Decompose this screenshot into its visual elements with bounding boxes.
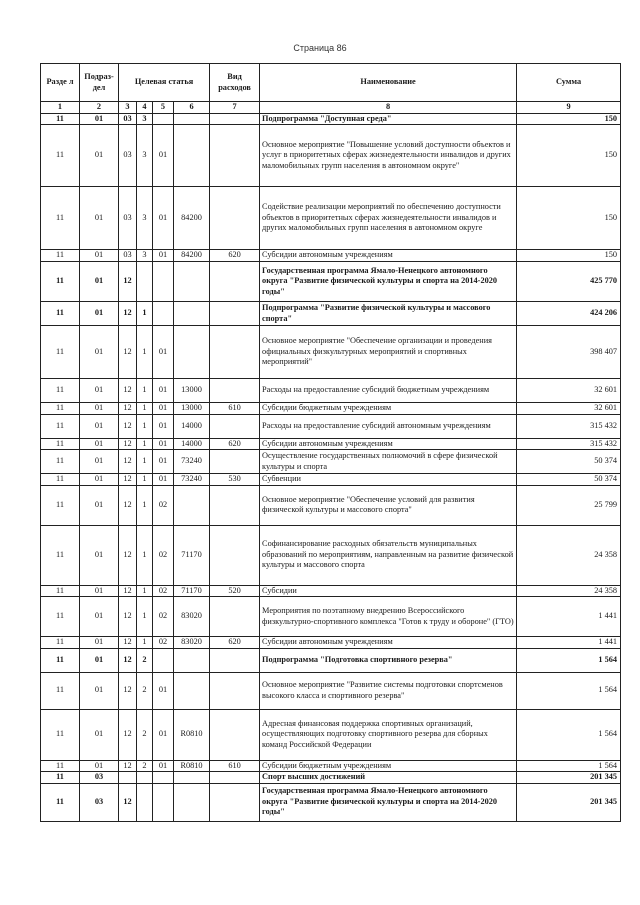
razdel-cell: 11 <box>41 637 80 649</box>
target-part1-cell: 12 <box>119 648 137 672</box>
podrazdel-cell: 01 <box>80 597 119 637</box>
summa-cell: 1 564 <box>517 648 621 672</box>
vid-rashodov-cell <box>210 597 260 637</box>
summa-cell: 50 374 <box>517 450 621 474</box>
razdel-cell: 11 <box>41 450 80 474</box>
col-number: 8 <box>260 102 517 114</box>
summa-cell: 1 564 <box>517 672 621 709</box>
target-part4-cell: 83020 <box>174 637 210 649</box>
vid-rashodov-cell <box>210 648 260 672</box>
target-part4-cell: 14000 <box>174 438 210 450</box>
table-row <box>41 414 621 438</box>
target-part2-cell: 1 <box>137 450 153 474</box>
razdel-cell: 11 <box>41 525 80 585</box>
naimenovanie-cell: Субсидии бюджетным учреждениям <box>260 760 517 772</box>
target-part1-cell: 12 <box>119 474 137 486</box>
table-row <box>41 772 621 784</box>
podrazdel-cell: 01 <box>80 709 119 760</box>
target-part3-cell: 01 <box>153 326 174 379</box>
summa-cell: 32 601 <box>517 379 621 403</box>
target-part3-cell: 01 <box>153 125 174 187</box>
vid-rashodov-cell <box>210 187 260 250</box>
naimenovanie-cell: Адресная финансовая поддержка спортивных организаций, осуществляющих подготовку спортивного резерва для сборных команд Российской Федерации <box>260 709 517 760</box>
table-row <box>41 403 621 415</box>
budget-table <box>40 63 621 822</box>
table-row <box>41 585 621 597</box>
summa-cell: 1 564 <box>517 760 621 772</box>
razdel-cell: 11 <box>41 187 80 250</box>
podrazdel-cell: 01 <box>80 414 119 438</box>
header-podrazdel: Подраз- дел <box>80 64 119 102</box>
table-row <box>41 648 621 672</box>
target-part4-cell: 71170 <box>174 585 210 597</box>
target-part4-cell <box>174 772 210 784</box>
podrazdel-cell: 01 <box>80 648 119 672</box>
vid-rashodov-cell: 620 <box>210 438 260 450</box>
target-part1-cell: 12 <box>119 485 137 525</box>
podrazdel-cell: 01 <box>80 525 119 585</box>
podrazdel-cell: 01 <box>80 187 119 250</box>
table-row <box>41 485 621 525</box>
summa-cell: 1 441 <box>517 597 621 637</box>
podrazdel-cell: 01 <box>80 302 119 326</box>
podrazdel-cell: 03 <box>80 772 119 784</box>
table-row <box>41 326 621 379</box>
summa-cell: 398 407 <box>517 326 621 379</box>
razdel-cell: 11 <box>41 709 80 760</box>
podrazdel-cell: 01 <box>80 585 119 597</box>
naimenovanie-cell: Субсидии автономным учреждениям <box>260 250 517 262</box>
col-number: 7 <box>210 102 260 114</box>
vid-rashodov-cell <box>210 379 260 403</box>
summa-cell: 150 <box>517 250 621 262</box>
target-part2-cell: 3 <box>137 187 153 250</box>
vid-rashodov-cell: 620 <box>210 637 260 649</box>
razdel-cell: 11 <box>41 262 80 302</box>
target-part2-cell: 1 <box>137 525 153 585</box>
target-part3-cell: 01 <box>153 414 174 438</box>
target-part4-cell <box>174 648 210 672</box>
naimenovanie-cell: Субсидии <box>260 585 517 597</box>
target-part1-cell: 03 <box>119 187 137 250</box>
target-part2-cell: 2 <box>137 760 153 772</box>
razdel-cell: 11 <box>41 379 80 403</box>
target-part3-cell: 01 <box>153 760 174 772</box>
summa-cell: 424 206 <box>517 302 621 326</box>
summa-cell: 1 441 <box>517 637 621 649</box>
target-part4-cell <box>174 326 210 379</box>
summa-cell: 150 <box>517 113 621 125</box>
table-row <box>41 125 621 187</box>
target-part4-cell: 83020 <box>174 597 210 637</box>
target-part1-cell: 12 <box>119 597 137 637</box>
naimenovanie-cell: Подпрограмма "Доступная среда" <box>260 113 517 125</box>
table-row <box>41 760 621 772</box>
razdel-cell: 11 <box>41 125 80 187</box>
target-part2-cell: 2 <box>137 672 153 709</box>
table-row <box>41 450 621 474</box>
table-row <box>41 250 621 262</box>
table-row <box>41 672 621 709</box>
target-part3-cell: 02 <box>153 597 174 637</box>
target-part3-cell <box>153 262 174 302</box>
target-part2-cell: 1 <box>137 585 153 597</box>
naimenovanie-cell: Осуществление государственных полномочий в сфере физической культуры и спорта <box>260 450 517 474</box>
naimenovanie-cell: Субсидии бюджетным учреждениям <box>260 403 517 415</box>
page-number-label: Страница 86 <box>293 43 347 53</box>
target-part4-cell <box>174 302 210 326</box>
razdel-cell: 11 <box>41 302 80 326</box>
razdel-cell: 11 <box>41 113 80 125</box>
razdel-cell: 11 <box>41 760 80 772</box>
target-part2-cell: 1 <box>137 403 153 415</box>
target-part3-cell: 01 <box>153 187 174 250</box>
vid-rashodov-cell: 520 <box>210 585 260 597</box>
naimenovanie-cell: Государственная программа Ямало-Ненецкого автономного округа "Развитие физической культуры и спорта на 2014-2020 годы" <box>260 783 517 821</box>
target-part4-cell: R0810 <box>174 709 210 760</box>
target-part4-cell <box>174 125 210 187</box>
summa-cell: 201 345 <box>517 783 621 821</box>
header-target-article: Целевая статья <box>119 64 210 102</box>
summa-cell: 24 358 <box>517 585 621 597</box>
naimenovanie-cell: Спорт высших достижений <box>260 772 517 784</box>
target-part4-cell <box>174 113 210 125</box>
podrazdel-cell: 01 <box>80 474 119 486</box>
target-part1-cell: 03 <box>119 113 137 125</box>
vid-rashodov-cell: 610 <box>210 403 260 415</box>
target-part3-cell: 01 <box>153 438 174 450</box>
summa-cell: 150 <box>517 187 621 250</box>
target-part4-cell: 73240 <box>174 474 210 486</box>
vid-rashodov-cell <box>210 772 260 784</box>
target-part1-cell: 12 <box>119 326 137 379</box>
vid-rashodov-cell <box>210 326 260 379</box>
target-part1-cell: 12 <box>119 709 137 760</box>
summa-cell: 32 601 <box>517 403 621 415</box>
naimenovanie-cell: Субвенции <box>260 474 517 486</box>
razdel-cell: 11 <box>41 585 80 597</box>
naimenovanie-cell: Подпрограмма "Подготовка спортивного резерва" <box>260 648 517 672</box>
target-part4-cell <box>174 485 210 525</box>
vid-rashodov-cell <box>210 414 260 438</box>
summa-cell: 25 799 <box>517 485 621 525</box>
target-part4-cell: R0810 <box>174 760 210 772</box>
summa-cell: 24 358 <box>517 525 621 585</box>
target-part2-cell <box>137 262 153 302</box>
summa-cell: 315 432 <box>517 438 621 450</box>
col-number: 4 <box>137 102 153 114</box>
vid-rashodov-cell <box>210 485 260 525</box>
target-part1-cell: 12 <box>119 672 137 709</box>
target-part3-cell: 02 <box>153 585 174 597</box>
naimenovanie-cell: Основное мероприятие "Повышение условий доступности объектов и услуг в приоритетных сферах жизнедеятельности инвалидов и других маломобильных групп населения в автономном округе" <box>260 125 517 187</box>
target-part1-cell: 12 <box>119 637 137 649</box>
target-part3-cell: 02 <box>153 525 174 585</box>
naimenovanie-cell: Основное мероприятие "Обеспечение условий для развития физической культуры и массового спорта" <box>260 485 517 525</box>
target-part2-cell: 1 <box>137 326 153 379</box>
vid-rashodov-cell <box>210 450 260 474</box>
podrazdel-cell: 01 <box>80 438 119 450</box>
naimenovanie-cell: Софинансирование расходных обязательств муниципальных образований по мероприятиям, направленным на развитие физической культуры и массового спорта <box>260 525 517 585</box>
vid-rashodov-cell: 610 <box>210 760 260 772</box>
target-part3-cell <box>153 772 174 784</box>
podrazdel-cell: 01 <box>80 450 119 474</box>
target-part1-cell: 03 <box>119 125 137 187</box>
vid-rashodov-cell <box>210 525 260 585</box>
table-row <box>41 525 621 585</box>
podrazdel-cell: 01 <box>80 113 119 125</box>
podrazdel-cell: 01 <box>80 403 119 415</box>
target-part2-cell: 1 <box>137 474 153 486</box>
naimenovanie-cell: Подпрограмма "Развитие физической культуры и массового спорта" <box>260 302 517 326</box>
target-part4-cell <box>174 262 210 302</box>
target-part1-cell: 12 <box>119 783 137 821</box>
vid-rashodov-cell <box>210 672 260 709</box>
target-part2-cell: 1 <box>137 438 153 450</box>
target-part3-cell <box>153 648 174 672</box>
header-row <box>41 64 621 102</box>
naimenovanie-cell: Содействие реализации мероприятий по обеспечению доступности объектов в приоритетных сферах жизнедеятельности инвалидов и других маломобильных групп населения в автономном округе <box>260 187 517 250</box>
target-part3-cell: 01 <box>153 379 174 403</box>
table-row <box>41 709 621 760</box>
razdel-cell: 11 <box>41 474 80 486</box>
column-number-row <box>41 102 621 114</box>
vid-rashodov-cell <box>210 783 260 821</box>
target-part2-cell: 1 <box>137 379 153 403</box>
target-part3-cell <box>153 113 174 125</box>
target-part4-cell: 14000 <box>174 414 210 438</box>
target-part1-cell: 12 <box>119 379 137 403</box>
target-part1-cell: 12 <box>119 585 137 597</box>
target-part3-cell: 01 <box>153 709 174 760</box>
podrazdel-cell: 01 <box>80 672 119 709</box>
target-part1-cell: 12 <box>119 302 137 326</box>
col-number: 2 <box>80 102 119 114</box>
table-row <box>41 783 621 821</box>
summa-cell: 50 374 <box>517 474 621 486</box>
razdel-cell: 11 <box>41 597 80 637</box>
target-part2-cell: 1 <box>137 302 153 326</box>
target-part2-cell: 1 <box>137 637 153 649</box>
razdel-cell: 11 <box>41 648 80 672</box>
vid-rashodov-cell: 530 <box>210 474 260 486</box>
naimenovanie-cell: Субсидии автономным учреждениям <box>260 637 517 649</box>
target-part2-cell: 3 <box>137 250 153 262</box>
target-part1-cell: 12 <box>119 403 137 415</box>
naimenovanie-cell: Расходы на предоставление субсидий бюджетным учреждениям <box>260 379 517 403</box>
header-vid-rashodov: Вид расходов <box>210 64 260 102</box>
target-part4-cell: 13000 <box>174 379 210 403</box>
razdel-cell: 11 <box>41 783 80 821</box>
target-part1-cell: 12 <box>119 262 137 302</box>
vid-rashodov-cell <box>210 302 260 326</box>
target-part3-cell <box>153 302 174 326</box>
podrazdel-cell: 01 <box>80 485 119 525</box>
col-number: 9 <box>517 102 621 114</box>
target-part2-cell: 2 <box>137 648 153 672</box>
razdel-cell: 11 <box>41 672 80 709</box>
target-part3-cell: 02 <box>153 485 174 525</box>
target-part2-cell <box>137 783 153 821</box>
col-number: 3 <box>119 102 137 114</box>
target-part1-cell: 12 <box>119 438 137 450</box>
podrazdel-cell: 01 <box>80 379 119 403</box>
vid-rashodov-cell <box>210 709 260 760</box>
razdel-cell: 11 <box>41 414 80 438</box>
table-row <box>41 262 621 302</box>
target-part3-cell: 01 <box>153 403 174 415</box>
target-part2-cell: 3 <box>137 125 153 187</box>
razdel-cell: 11 <box>41 403 80 415</box>
target-part1-cell: 12 <box>119 760 137 772</box>
col-number: 5 <box>153 102 174 114</box>
podrazdel-cell: 01 <box>80 760 119 772</box>
summa-cell: 201 345 <box>517 772 621 784</box>
table-row <box>41 113 621 125</box>
naimenovanie-cell: Государственная программа Ямало-Ненецкого автономного округа "Развитие физической культуры и спорта на 2014-2020 годы" <box>260 262 517 302</box>
razdel-cell: 11 <box>41 772 80 784</box>
podrazdel-cell: 01 <box>80 262 119 302</box>
podrazdel-cell: 01 <box>80 326 119 379</box>
podrazdel-cell: 01 <box>80 637 119 649</box>
naimenovanie-cell: Основное мероприятие "Развитие системы подготовки спортсменов высокого класса и спортивного резерва" <box>260 672 517 709</box>
target-part3-cell: 01 <box>153 250 174 262</box>
target-part4-cell <box>174 783 210 821</box>
target-part3-cell: 01 <box>153 672 174 709</box>
target-part2-cell: 2 <box>137 709 153 760</box>
target-part2-cell: 3 <box>137 113 153 125</box>
table-row <box>41 597 621 637</box>
target-part2-cell: 1 <box>137 597 153 637</box>
table-row <box>41 302 621 326</box>
col-number: 6 <box>174 102 210 114</box>
podrazdel-cell: 01 <box>80 250 119 262</box>
target-part3-cell: 02 <box>153 637 174 649</box>
vid-rashodov-cell <box>210 262 260 302</box>
target-part1-cell: 12 <box>119 414 137 438</box>
table-row <box>41 438 621 450</box>
header-summa: Сумма <box>517 64 621 102</box>
razdel-cell: 11 <box>41 485 80 525</box>
razdel-cell: 11 <box>41 250 80 262</box>
vid-rashodov-cell <box>210 125 260 187</box>
table-row <box>41 187 621 250</box>
table-row <box>41 637 621 649</box>
target-part4-cell: 73240 <box>174 450 210 474</box>
table-row <box>41 379 621 403</box>
target-part4-cell <box>174 672 210 709</box>
table-row <box>41 474 621 486</box>
razdel-cell: 11 <box>41 438 80 450</box>
header-naimenovanie: Наименование <box>260 64 517 102</box>
header-razdel: Разде л <box>41 64 80 102</box>
target-part1-cell <box>119 772 137 784</box>
summa-cell: 315 432 <box>517 414 621 438</box>
summa-cell: 425 770 <box>517 262 621 302</box>
naimenovanie-cell: Основное мероприятие "Обеспечение организации и проведения официальных физкультурных мероприятий и спортивных мероприятий" <box>260 326 517 379</box>
target-part3-cell <box>153 783 174 821</box>
col-number: 1 <box>41 102 80 114</box>
podrazdel-cell: 03 <box>80 783 119 821</box>
vid-rashodov-cell <box>210 113 260 125</box>
naimenovanie-cell: Субсидии автономным учреждениям <box>260 438 517 450</box>
naimenovanie-cell: Расходы на предоставление субсидий автономным учреждениям <box>260 414 517 438</box>
target-part3-cell: 01 <box>153 474 174 486</box>
target-part2-cell: 1 <box>137 485 153 525</box>
target-part4-cell: 71170 <box>174 525 210 585</box>
razdel-cell: 11 <box>41 326 80 379</box>
summa-cell: 150 <box>517 125 621 187</box>
target-part4-cell: 84200 <box>174 187 210 250</box>
target-part3-cell: 01 <box>153 450 174 474</box>
target-part1-cell: 12 <box>119 450 137 474</box>
podrazdel-cell: 01 <box>80 125 119 187</box>
target-part4-cell: 13000 <box>174 403 210 415</box>
target-part2-cell: 1 <box>137 414 153 438</box>
target-part1-cell: 12 <box>119 525 137 585</box>
target-part1-cell: 03 <box>119 250 137 262</box>
target-part4-cell: 84200 <box>174 250 210 262</box>
summa-cell: 1 564 <box>517 709 621 760</box>
target-part2-cell <box>137 772 153 784</box>
naimenovanie-cell: Мероприятия по поэтапному внедрению Всероссийского физкультурно-спортивного комплекса "Готов к труду и обороне" (ГТО) <box>260 597 517 637</box>
vid-rashodov-cell: 620 <box>210 250 260 262</box>
